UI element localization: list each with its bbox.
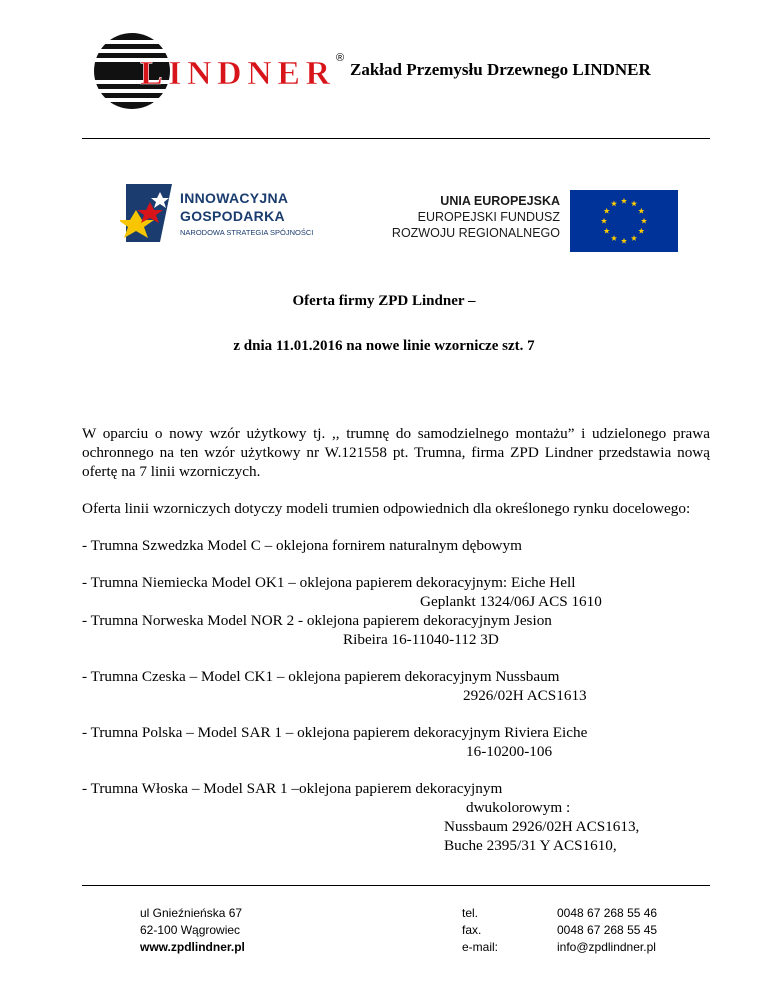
ig-title-line1: INNOWACYJNA [180,190,289,206]
list-item: - Trumna Polska – Model SAR 1 – oklejona papierem dekoracyjnym Riviera Eiche 16-10200-106 [82,724,588,760]
list-item: - Trumna Czeska – Model CK1 – oklejona papierem dekoracyjnym Nussbaum 2926/02H ACS1613 [82,668,587,704]
footer-contact-labels [462,905,498,956]
email-link[interactable]: info@zpdlindner.pl [557,940,656,954]
fax-label: fax. [462,923,482,937]
footer-contact-values [557,905,657,956]
fax-value: 0048 67 268 55 45 [557,923,658,937]
address-city: 62-100 Wągrowiec [140,923,241,937]
eu-line1: UNIA EUROPEJSKA [440,194,560,208]
tel-value: 0048 67 268 55 46 [557,906,658,920]
scope-paragraph: Oferta linii wzorniczych dotyczy modeli trumien odpowiednich dla określonego rynku docelowego: [82,500,691,517]
offer-date-heading: z dnia 11.01.2016 na nowe linie wzornicze szt. 7 [233,338,535,354]
list-item: - Trumna Szwedzka Model C – oklejona fornirem naturalnym dębowym [82,537,522,554]
company-name: Zakład Przemysłu Drzewnego LINDNER [350,60,651,79]
offer-body [82,424,710,855]
footer-address [140,905,245,956]
footer-divider [82,885,710,886]
list-item: - Trumna Niemiecka Model OK1 – oklejona papierem dekoracyjnym: Eiche Hell Geplankt 1324/06J ACS 1610 [82,574,602,610]
list-item: - Trumna Włoska – Model SAR 1 –oklejona papierem dekoracyjnym dwukolorowym : Nussbaum 2926/02H ACS1613, Buche 2395/31 Y ACS1610, [82,780,640,854]
website-link[interactable]: www.zpdlindner.pl [140,940,245,954]
eu-line2: EUROPEJSKI FUNDUSZ [417,210,560,224]
offer-heading: Oferta firmy ZPD Lindner – [292,293,476,309]
eu-text [360,193,560,241]
ig-title-line2: GOSPODARKA [180,208,285,224]
address-street: ul Gnieźnieńska 67 [140,906,243,920]
lindner-logo [90,32,335,110]
email-label: e-mail: [462,940,499,954]
registered-mark: ® [336,52,345,64]
eu-flag-icon [570,190,678,252]
ig-subtitle: NARODOWA STRATEGIA SPÓJNOŚCI [180,228,314,237]
intro-paragraph: W oparciu o nowy wzór użytkowy tj. ,, trumnę do samodzielnego montażu” i udzielonego prawa ochronnego na ten wzór użytkowy nr W.121558 pt. Trumna, firma ZPD Lindner przedstawia nową ofertę na 7 linii wzorniczych. [82,425,710,480]
eu-line3: ROZWOJU REGIONALNEGO [391,226,560,240]
list-item: - Trumna Norweska Model NOR 2 - oklejona papierem dekoracyjnym Jesion Ribeira 16-11040-112 3D [82,612,552,648]
logo-text: LINDNER [140,55,330,92]
header-divider [82,138,710,139]
tel-label: tel. [462,906,479,920]
